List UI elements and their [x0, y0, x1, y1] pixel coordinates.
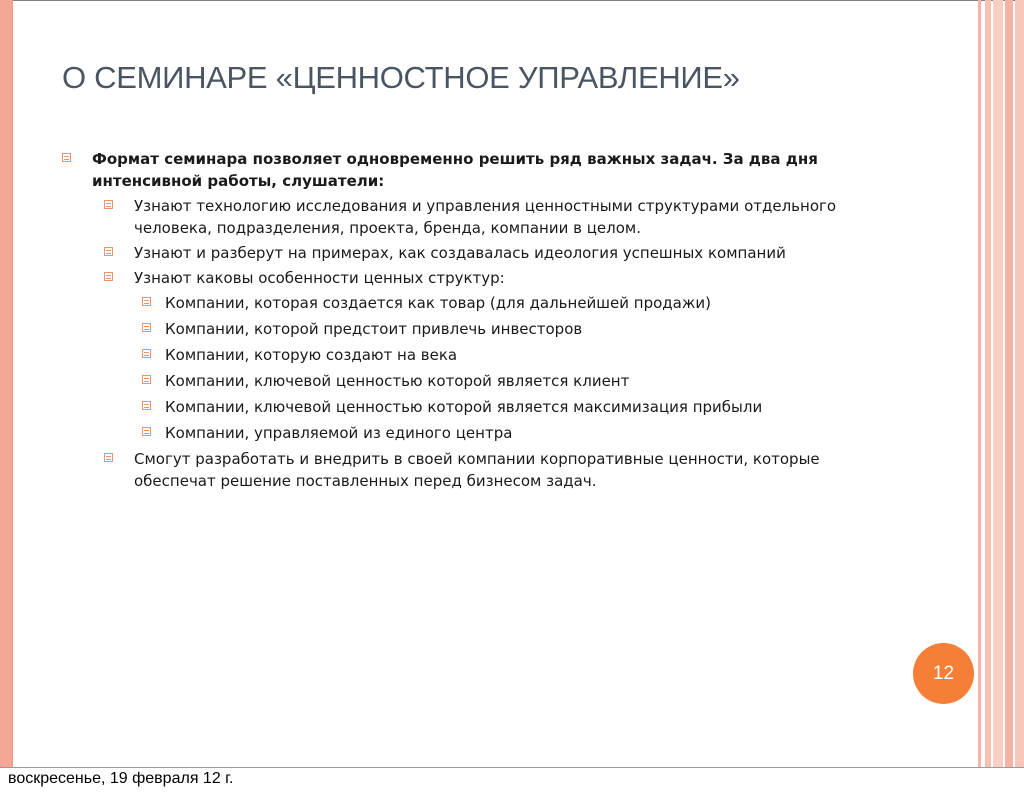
top-border: [0, 0, 1024, 1]
page-number-badge: 12: [913, 643, 974, 704]
sub-list-item-text: Компании, которая создается как товар (для дальнейшей продажи): [165, 294, 711, 312]
slide-content: [62, 148, 882, 495]
square-bullet-icon: [62, 153, 71, 162]
sub-list-item: [62, 292, 882, 314]
square-bullet-icon: [104, 247, 113, 256]
intro-text: Формат семинара позволяет одновременно решить ряд важных задач. За два дня интенсивной работы, слушатели:: [92, 150, 818, 190]
square-bullet-icon: [142, 427, 151, 436]
square-bullet-icon: [142, 401, 151, 410]
left-decor-line: [12, 0, 13, 767]
sub-list-item: [62, 396, 882, 418]
footer-date: воскресенье, 19 февраля 12 г.: [8, 770, 234, 787]
square-bullet-icon: [142, 323, 151, 332]
sub-list-item-text: Компании, ключевой ценностью которой является максимизация прибыли: [165, 398, 763, 416]
list-item: [62, 448, 882, 492]
footer-divider: [0, 767, 1024, 768]
sub-list-item: [62, 344, 882, 366]
right-decor-stripe: [1015, 0, 1024, 767]
right-decor-stripe: [993, 0, 1003, 767]
right-decor-stripe: [1005, 0, 1013, 767]
square-bullet-icon: [104, 200, 113, 209]
list-item: [62, 195, 882, 239]
sub-list-item-text: Компании, ключевой ценностью которой является клиент: [165, 372, 630, 390]
square-bullet-icon: [142, 375, 151, 384]
sub-list-item-text: Компании, управляемой из единого центра: [165, 424, 513, 442]
sub-list-item-text: Компании, которую создают на века: [165, 346, 458, 364]
list-item: [62, 267, 882, 289]
list-item-text: Смогут разработать и внедрить в своей компании корпоративные ценности, которые обеспечат решение поставленных перед бизнесом задач.: [134, 450, 820, 490]
left-decor-stripe: [0, 0, 12, 767]
intro-item: [62, 148, 882, 192]
list-item: [62, 242, 882, 264]
list-item-text: Узнают и разберут на примерах, как создавалась идеология успешных компаний: [134, 244, 786, 262]
square-bullet-icon: [104, 453, 113, 462]
right-decor-stripe: [978, 0, 981, 767]
sub-list-item: [62, 422, 882, 444]
list-item-text: Узнают каковы особенности ценных структур:: [134, 269, 505, 287]
sub-list-item-text: Компании, которой предстоит привлечь инвесторов: [165, 320, 583, 338]
square-bullet-icon: [142, 349, 151, 358]
square-bullet-icon: [104, 272, 113, 281]
square-bullet-icon: [142, 297, 151, 306]
right-decor-stripe: [985, 0, 991, 767]
list-item-text: Узнают технологию исследования и управления ценностными структурами отдельного человека, подразделения, проекта, бренда, компании в целом.: [134, 197, 837, 237]
slide-title: О СЕМИНАРЕ «ЦЕННОСТНОЕ УПРАВЛЕНИЕ»: [62, 60, 740, 95]
sub-list-item: [62, 318, 882, 340]
sub-list-item: [62, 370, 882, 392]
